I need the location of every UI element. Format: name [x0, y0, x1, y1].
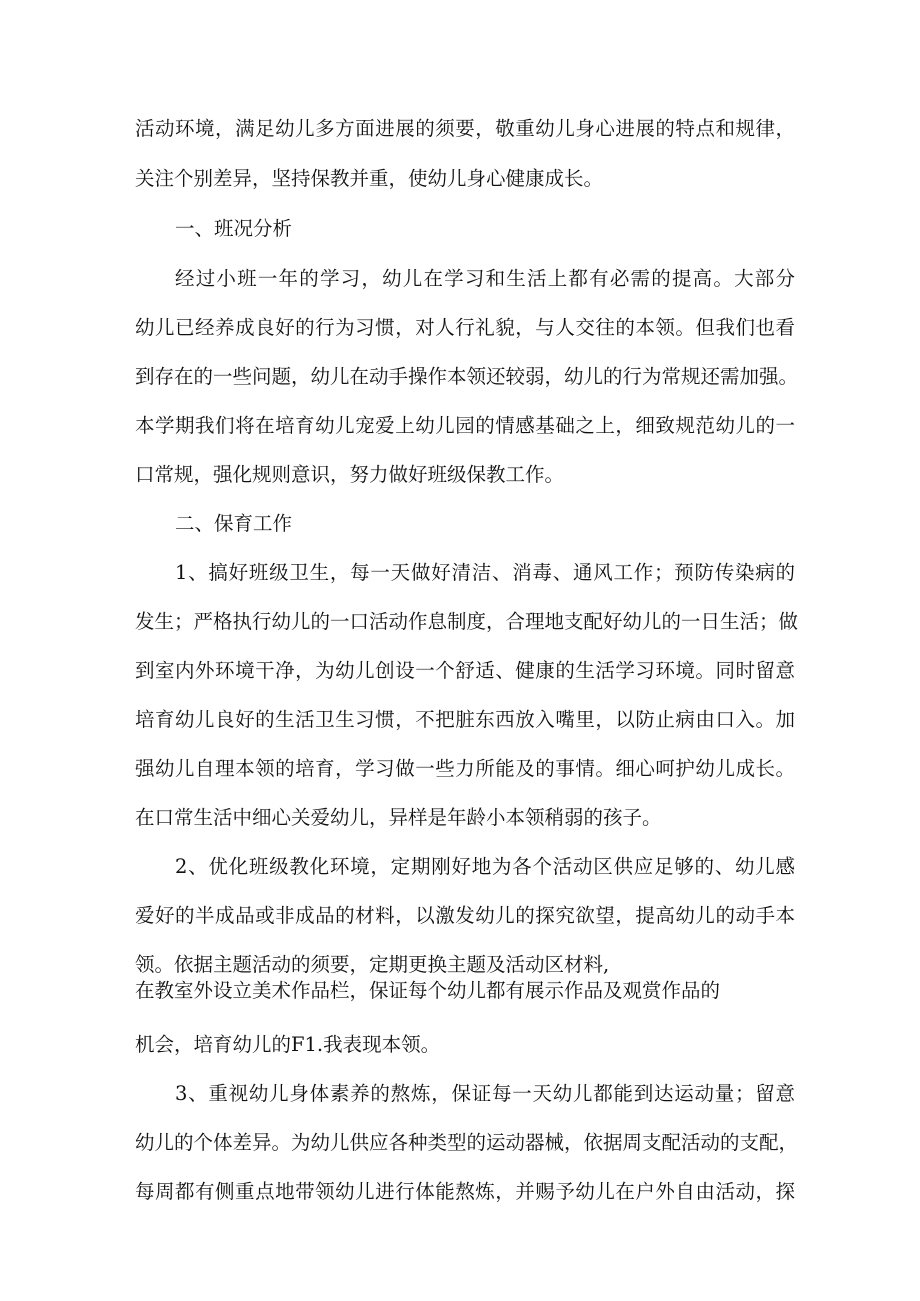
paragraph-line: 领。依据主题活动的须要，定期更换主题及活动区材料,	[135, 953, 610, 976]
paragraph-line: 3、重视幼儿身体素养的熬炼，保证每一天幼儿都能到达运动量；留意	[175, 1082, 795, 1105]
section-heading: 二、保育工作	[175, 512, 293, 535]
paragraph-line: 发生；严格执行幼儿的一口活动作息制度，合理地支配好幼儿的一日生活；做	[135, 610, 799, 633]
paragraph-line: 关注个别差异，坚持保教并重，使幼儿身心健康成长。	[135, 167, 604, 190]
paragraph-line: 口常规，强化规则意识，努力做好班级保教工作。	[135, 463, 565, 486]
paragraph-line: 培育幼儿良好的生活卫生习惯，不把脏东西放入嘴里，以防止病由口入。加	[135, 708, 795, 731]
paragraph-line: 经过小班一年的学习，幼儿在学习和生活上都有必需的提高。大部分	[175, 267, 795, 290]
paragraph-line: 幼儿的个体差异。为幼儿供应各种类型的运动器械，依据周支配活动的支配，	[135, 1131, 799, 1154]
paragraph-line: 1、搞好班级卫生，每一天做好清洁、消毒、通风工作；预防传染病的	[175, 561, 795, 584]
paragraph-line: 每周都有侧重点地带领幼儿进行体能熬炼，并赐予幼儿在户外自由活动，探	[135, 1180, 795, 1203]
paragraph-line: 机会，培育幼儿的F1.我表现本领。	[135, 1033, 441, 1056]
section-heading: 一、班况分析	[175, 217, 293, 240]
paragraph-line: 幼儿已经养成良好的行为习惯，对人行礼貌，与人交往的本领。但我们也看	[135, 316, 795, 339]
paragraph-line: 活动环境，满足幼儿多方面进展的须要，敬重幼儿身心进展的特点和规律，	[135, 117, 795, 140]
paragraph-line: 在教室外设立美术作品栏，保证每个幼儿都有展示作品及观赏作品的	[135, 979, 721, 1002]
paragraph-line: 本学期我们将在培育幼儿宠爱上幼儿园的情感基础之上，细致规范幼儿的一	[135, 414, 795, 437]
paragraph-line: 到室内外环境干净，为幼儿创设一个舒适、健康的生活学习环境。同时留意	[135, 659, 795, 682]
paragraph-line: 强幼儿自理本领的培育，学习做一些力所能及的事情。细心呵护幼儿成长。	[135, 757, 795, 780]
paragraph-line: 到存在的一些问题，幼儿在动手操作本领还较弱，幼儿的行为常规还需加强。	[135, 365, 799, 388]
paragraph-line: 爱好的半成品或非成品的材料，以激发幼儿的探究欲望，提高幼儿的动手本	[135, 904, 795, 927]
paragraph-line: 在口常生活中细心关爱幼儿，异样是年龄小本领稍弱的孩子。	[135, 806, 662, 829]
paragraph-line: 2、优化班级教化环境，定期刚好地为各个活动区供应足够的、幼儿感	[175, 855, 795, 878]
